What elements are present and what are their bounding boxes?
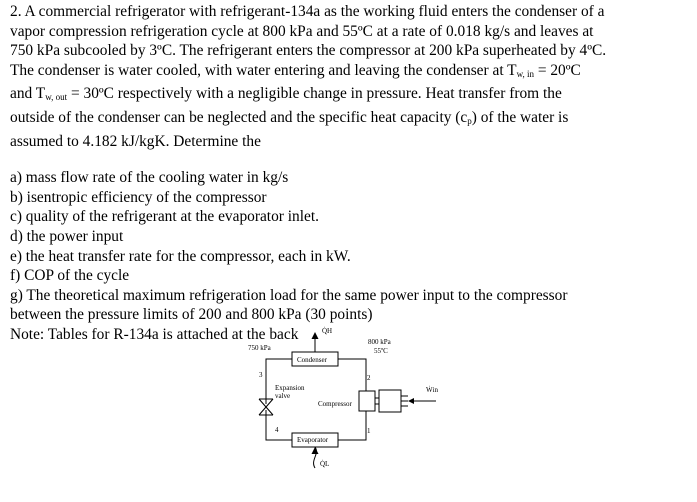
text-line xyxy=(10,61,690,85)
question-part: between the pressure limits of 200 and 800 kPa (30 points) xyxy=(10,306,373,324)
text-segment: and T xyxy=(10,85,46,103)
question-part: c) quality of the refrigerant at the evaporator inlet. xyxy=(10,208,319,226)
problem-text xyxy=(10,2,690,345)
compressor-motor xyxy=(379,390,401,412)
expansion-label-1: Expansion xyxy=(275,384,305,392)
pipe-compressor-to-condenser xyxy=(338,359,366,386)
cycle-schematic xyxy=(240,326,460,498)
qh-label: Q̇H xyxy=(322,327,333,335)
work-input-label: Ẇin xyxy=(426,386,439,394)
subscript: w, in xyxy=(516,68,534,79)
question-part: g) The theoretical maximum refrigeration load for the same power input to the compressor xyxy=(10,286,568,304)
text-line: assumed to 4.182 kJ/kgK. Determine the xyxy=(10,132,261,150)
pipe-evaporator-to-compressor xyxy=(338,414,366,440)
pressure-left-label: 750 kPa xyxy=(248,344,271,352)
expansion-label-2: valve xyxy=(275,392,291,400)
refrigeration-cycle-diagram xyxy=(240,326,460,498)
subscript: w, out xyxy=(45,92,68,103)
evaporator-label: Evaporator xyxy=(297,436,329,444)
text-line xyxy=(10,84,690,108)
condenser-label: Condenser xyxy=(297,356,327,364)
state-2-label: 2 xyxy=(367,374,371,382)
text-segment: The condenser is water cooled, with water entering and leaving the condenser at T xyxy=(10,61,517,79)
text-line: 2. A commercial refrigerator with refrigerant-134a as the working fluid enters the condenser of a xyxy=(10,3,605,20)
text-line: vapor compression refrigeration cycle at 800 kPa and 55ºC at a rate of 0.018 kg/s and leaves at xyxy=(10,22,594,40)
state-3-label: 3 xyxy=(259,371,263,379)
question-parts xyxy=(10,168,690,344)
compressor-label: Compressor xyxy=(318,400,352,408)
text-segment: ) of the water is xyxy=(471,108,569,126)
text-line xyxy=(10,108,690,132)
question-part: f) COP of the cycle xyxy=(10,267,130,285)
text-segment: = 30ºC respectively with a negligible change in pressure. Heat transfer from the xyxy=(67,85,562,103)
compressor-body xyxy=(359,391,375,411)
question-part: a) mass flow rate of the cooling water in kg/s xyxy=(10,169,289,187)
text-segment: outside of the condenser can be neglected and the specific heat capacity (c xyxy=(10,108,468,126)
temperature-right-label: 55ºC xyxy=(374,347,388,355)
text-line: 750 kPa subcooled by 3ºC. The refrigerant enters the compressor at 200 kPa superheated by 4ºC. xyxy=(10,42,607,60)
pressure-right-label: 800 kPa xyxy=(368,338,391,346)
ql-label: Q̇L xyxy=(320,460,330,468)
state-1-label: 1 xyxy=(367,427,371,435)
question-part: b) isentropic efficiency of the compressor xyxy=(10,188,267,206)
problem-statement xyxy=(10,2,690,151)
question-part: d) the power input xyxy=(10,227,124,245)
subscript: p xyxy=(467,115,472,126)
text-segment: = 20ºC xyxy=(533,61,581,79)
question-part: e) the heat transfer rate for the compressor, each in kW. xyxy=(10,247,351,265)
state-4-label: 4 xyxy=(275,426,279,434)
note: Note: Tables for R-134a is attached at the back xyxy=(10,325,299,343)
